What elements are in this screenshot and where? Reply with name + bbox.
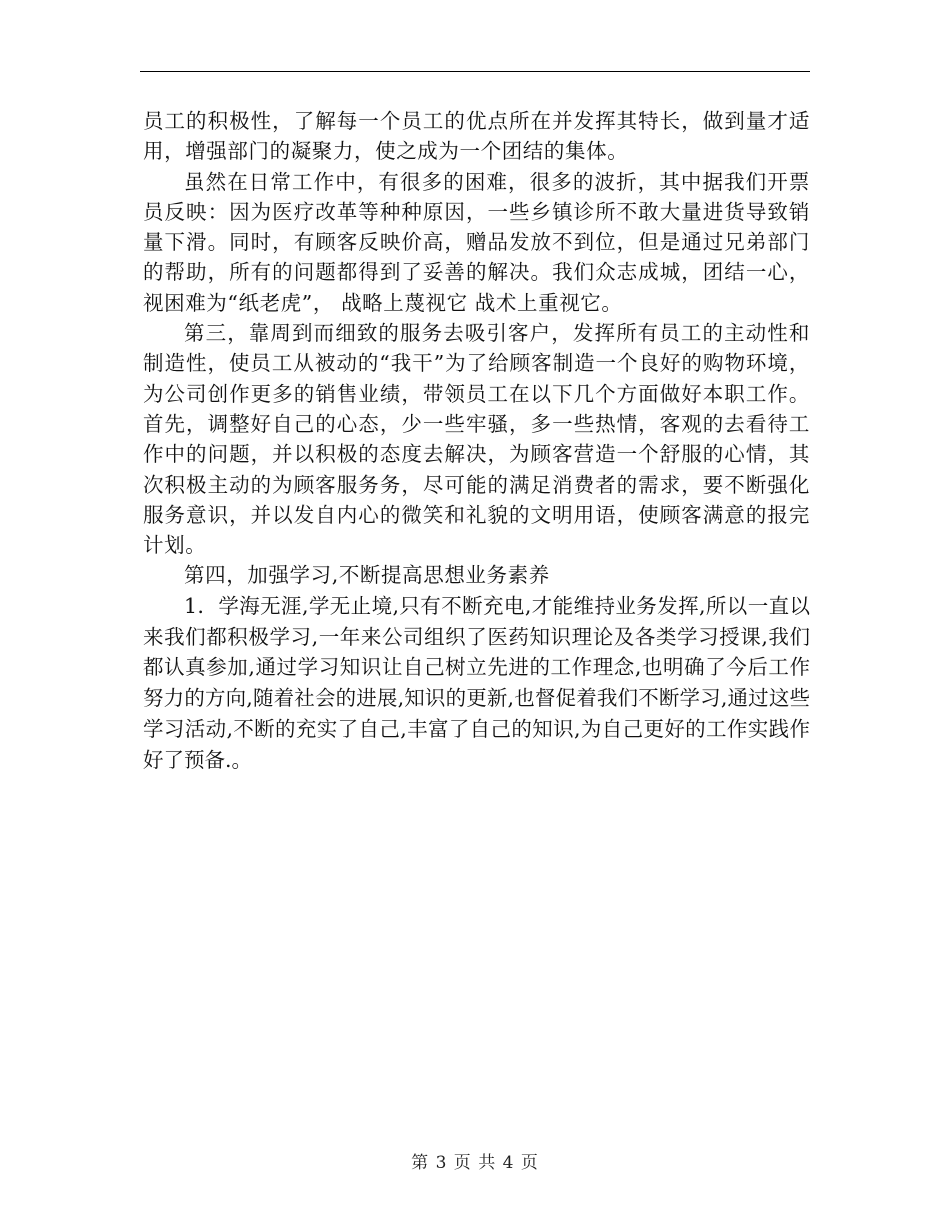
paragraph-2: 虽然在日常工作中，有很多的困难，很多的波折，其中据我们开票员反映：因为医疗改革等种种原因，一些乡镇诊所不敢大量进货导致销量下滑。同时，有顾客反映价高，赠品发放不到位，但是通过兄弟部门的帮助，所有的问题都得到了妥善的解决。我们众志成城，团结一心，视困难为“纸老虎”， 战略上蔑视它 战术上重视它。: [143, 169, 810, 315]
header-rule: [140, 71, 810, 72]
document-body: [143, 106, 810, 776]
page-number: 第 3 页 共 4 页: [411, 1153, 539, 1173]
section-heading-4: 第四，加强学习,不断提高思想业务素养: [184, 563, 550, 588]
paragraph-5: 1．学海无涯,学无止境,只有不断充电,才能维持业务发挥,所以一直以来我们都积极学习,一年来公司组织了医药知识理论及各类学习授课,我们都认真参加,通过学习知识让自己树立先进的工作理念,也明确了今后工作努力的方向,随着社会的进展,知识的更新,也督促着我们不断学习,通过这些学习活动,不断的充实了自己,丰富了自己的知识,为自己更好的工作实践作好了预备.。: [143, 593, 810, 772]
paragraph-3: 第三，靠周到而细致的服务去吸引客户，发挥所有员工的主动性和制造性，使员工从被动的“我干”为了给顾客制造一个良好的购物环境，为公司创作更多的销售业绩，带领员工在以下几个方面做好本职工作。首先，调整好自己的心态，少一些牢骚，多一些热情，客观的去看待工作中的问题，并以积极的态度去解决，为顾客营造一个舒服的心情，其次积极主动的为顾客服务务，尽可能的满足消费者的需求，要不断强化服务意识，并以发自内心的微笑和礼貌的文明用语，使顾客满意的报完计划。: [143, 321, 810, 558]
paragraph-1: 员工的积极性，了解每一个员工的优点所在并发挥其特长，做到量才适用，增强部门的凝聚力，使之成为一个团结的集体。: [143, 109, 810, 164]
